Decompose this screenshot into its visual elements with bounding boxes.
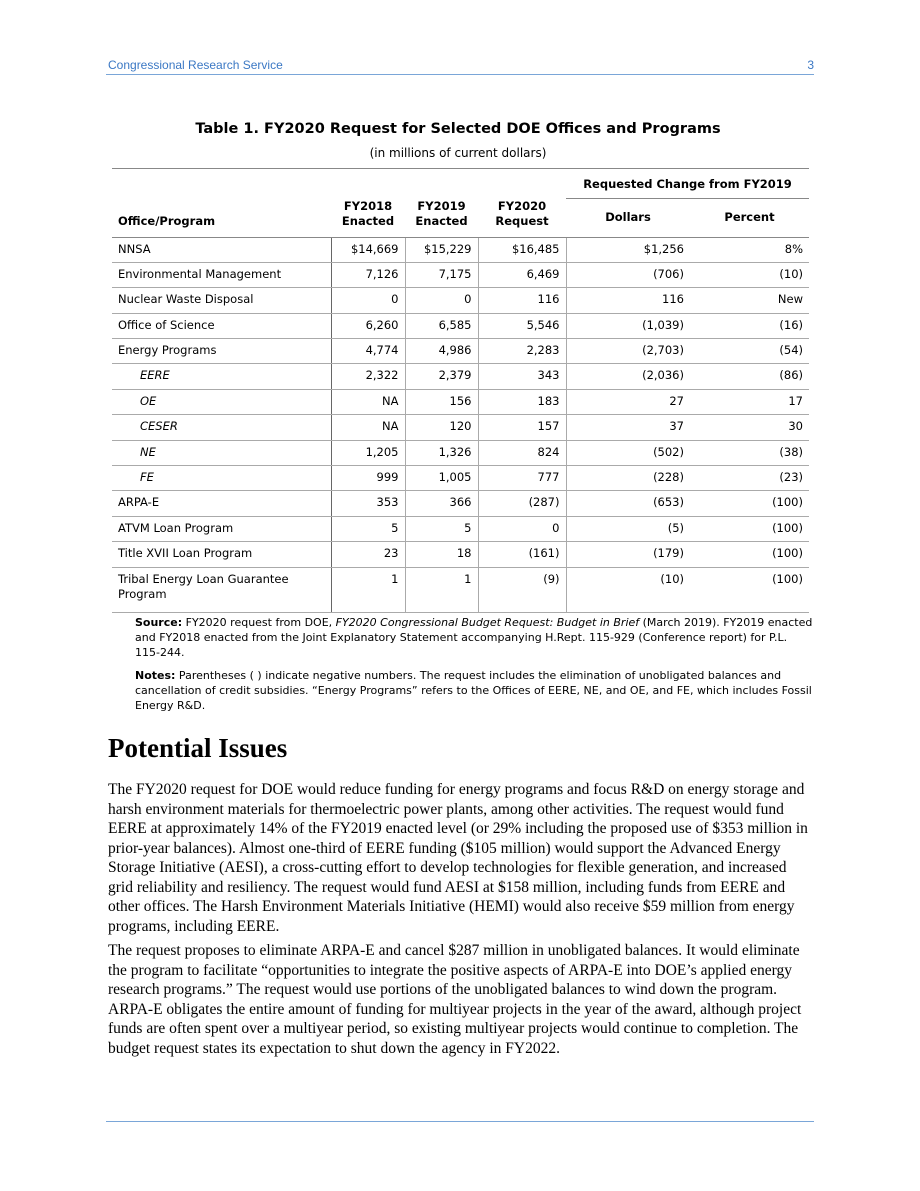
cell-fy2018: $14,669 [331, 237, 405, 262]
table-body [112, 237, 809, 612]
table-row [112, 313, 809, 338]
source-label: Source: [135, 616, 183, 629]
cell-percent: 17 [690, 389, 809, 414]
cell-fy2020: 157 [478, 415, 566, 440]
cell-percent: (86) [690, 364, 809, 389]
col-header-dollars: Dollars [566, 199, 690, 238]
cell-fy2019: 120 [405, 415, 478, 440]
cell-fy2019: 2,379 [405, 364, 478, 389]
cell-fy2020: 6,469 [478, 262, 566, 287]
cell-percent: (38) [690, 440, 809, 465]
footer-rule [106, 1121, 814, 1122]
col-header-office: Office/Program [112, 199, 331, 238]
cell-percent: (100) [690, 542, 809, 567]
cell-fy2018: 1,205 [331, 440, 405, 465]
cell-dollars: (179) [566, 542, 690, 567]
table-row [112, 491, 809, 516]
cell-percent: New [690, 288, 809, 313]
cell-fy2018: 353 [331, 491, 405, 516]
cell-fy2020: 116 [478, 288, 566, 313]
cell-office: Nuclear Waste Disposal [112, 288, 331, 313]
body-paragraph: The request proposes to eliminate ARPA-E and cancel $287 million in unobligated balances. It would eliminate the program to facilitate “opportunities to integrate the positive aspects of ARPA-E into DOE’s applied energy research programs.” The request would use portions of the unobligated balances to wind down the program. ARPA-E obligates the entire amount of funding for multiyear projects in the year of the award, although project funds are often spent over a multiyear period, so existing multiyear projects would continue to completion. The budget request states its expectation to shut down the agency in FY2022. [108, 942, 802, 1057]
cell-fy2018: NA [331, 415, 405, 440]
table-row [112, 288, 809, 313]
cell-fy2020: (287) [478, 491, 566, 516]
cell-percent: 8% [690, 237, 809, 262]
cell-fy2019: $15,229 [405, 237, 478, 262]
cell-office: Energy Programs [112, 339, 331, 364]
cell-fy2019: 7,175 [405, 262, 478, 287]
cell-percent: (100) [690, 567, 809, 612]
cell-fy2018: 6,260 [331, 313, 405, 338]
cell-fy2020: 343 [478, 364, 566, 389]
cell-fy2020: 824 [478, 440, 566, 465]
cell-dollars: $1,256 [566, 237, 690, 262]
cell-dollars: 116 [566, 288, 690, 313]
group-header-requested-change: Requested Change from FY2019 [566, 169, 809, 199]
cell-percent: (10) [690, 262, 809, 287]
col-header-fy2018: FY2018 Enacted [331, 199, 405, 238]
cell-dollars: (502) [566, 440, 690, 465]
cell-fy2018: 1 [331, 567, 405, 612]
cell-fy2018: 23 [331, 542, 405, 567]
cell-fy2020: 2,283 [478, 339, 566, 364]
cell-fy2019: 366 [405, 491, 478, 516]
table-row [112, 567, 809, 612]
notes-label: Notes: [135, 669, 176, 682]
cell-fy2019: 156 [405, 389, 478, 414]
col-header-fy2019: FY2019 Enacted [405, 199, 478, 238]
cell-dollars: (5) [566, 516, 690, 541]
cell-fy2019: 1,005 [405, 466, 478, 491]
table-subtitle: (in millions of current dollars) [369, 146, 547, 160]
cell-fy2020: 0 [478, 516, 566, 541]
cell-percent: (100) [690, 491, 809, 516]
cell-percent: 30 [690, 415, 809, 440]
table-row [112, 389, 809, 414]
cell-office: ARPA-E [112, 491, 331, 516]
cell-office: EERE [112, 364, 331, 389]
table-title: Table 1. FY2020 Request for Selected DOE Offices and Programs [195, 121, 721, 137]
cell-fy2019: 5 [405, 516, 478, 541]
cell-office: Environmental Management [112, 262, 331, 287]
section-heading: Potential Issues [108, 733, 288, 763]
cell-office: OE [112, 389, 331, 414]
cell-fy2018: 7,126 [331, 262, 405, 287]
cell-dollars: (2,703) [566, 339, 690, 364]
cell-office: ATVM Loan Program [112, 516, 331, 541]
table-row [112, 440, 809, 465]
cell-fy2020: 183 [478, 389, 566, 414]
page-number: 3 [807, 58, 814, 72]
cell-dollars: (10) [566, 567, 690, 612]
cell-fy2020: 5,546 [478, 313, 566, 338]
table-row [112, 542, 809, 567]
cell-fy2018: 5 [331, 516, 405, 541]
cell-fy2018: 2,322 [331, 364, 405, 389]
table-header-row [112, 199, 809, 238]
cell-dollars: 37 [566, 415, 690, 440]
cell-dollars: (2,036) [566, 364, 690, 389]
table-group-header-row [112, 169, 809, 199]
cell-percent: (54) [690, 339, 809, 364]
table-row [112, 415, 809, 440]
cell-office: NNSA [112, 237, 331, 262]
table-row [112, 237, 809, 262]
body-paragraph: The FY2020 request for DOE would reduce funding for energy programs and focus R&D on energy storage and harsh environment materials for thermoelectric power plants, among other activities. The request would fund EERE at approximately 14% of the FY2019 enacted level (or 29% including the proposed use of $353 million in prior-year balances). Almost one-third of EERE funding ($105 million) would support the Advanced Energy Storage Initiative (AESI), a cross-cutting effort to develop technologies for flexible generation, and increased grid reliability and resiliency. The request would fund AESI at $158 million, including funds from EERE and other offices. The Harsh Environment Materials Initiative (HEMI) would also receive $59 million from energy programs, including EERE. [108, 781, 808, 935]
cell-fy2019: 1,326 [405, 440, 478, 465]
cell-fy2020: $16,485 [478, 237, 566, 262]
cell-fy2018: 4,774 [331, 339, 405, 364]
cell-percent: (16) [690, 313, 809, 338]
table-row [112, 339, 809, 364]
table-row [112, 262, 809, 287]
cell-percent: (100) [690, 516, 809, 541]
cell-fy2020: 777 [478, 466, 566, 491]
cell-dollars: (706) [566, 262, 690, 287]
cell-fy2018: NA [331, 389, 405, 414]
table-row [112, 466, 809, 491]
cell-fy2019: 0 [405, 288, 478, 313]
cell-office: Title XVII Loan Program [112, 542, 331, 567]
source-note: Source: FY2020 request from DOE, FY2020 Congressional Budget Request: Budget in Brief (March 2019). FY2019 enacted and FY2018 enacted from the Joint Explanatory Statement accompanying H.Rept. 115-929 (Conference report) for P.L. 115-244. [135, 616, 813, 659]
cell-office: FE [112, 466, 331, 491]
notes-note: Notes: Parentheses ( ) indicate negative numbers. The request includes the elimination of unobligated balances and cancellation of credit subsidies. “Energy Programs” refers to the Offices of EERE, NE, and OE, and FE, which includes Fossil Energy R&D. [135, 669, 812, 712]
table-row [112, 516, 809, 541]
header-publisher: Congressional Research Service [108, 58, 283, 72]
cell-office: Office of Science [112, 313, 331, 338]
cell-fy2020: (161) [478, 542, 566, 567]
table-row [112, 364, 809, 389]
budget-table [112, 168, 809, 613]
cell-fy2019: 1 [405, 567, 478, 612]
cell-office: Tribal Energy Loan Guarantee Program [112, 567, 331, 612]
cell-fy2019: 4,986 [405, 339, 478, 364]
cell-fy2019: 18 [405, 542, 478, 567]
running-header [108, 58, 814, 72]
cell-office: CESER [112, 415, 331, 440]
cell-office: NE [112, 440, 331, 465]
cell-dollars: (653) [566, 491, 690, 516]
cell-dollars: (228) [566, 466, 690, 491]
header-rule [106, 74, 814, 75]
col-header-percent: Percent [690, 199, 809, 238]
cell-fy2019: 6,585 [405, 313, 478, 338]
cell-dollars: 27 [566, 389, 690, 414]
cell-dollars: (1,039) [566, 313, 690, 338]
cell-percent: (23) [690, 466, 809, 491]
col-header-fy2020: FY2020 Request [478, 199, 566, 238]
cell-fy2020: (9) [478, 567, 566, 612]
cell-fy2018: 999 [331, 466, 405, 491]
cell-fy2018: 0 [331, 288, 405, 313]
